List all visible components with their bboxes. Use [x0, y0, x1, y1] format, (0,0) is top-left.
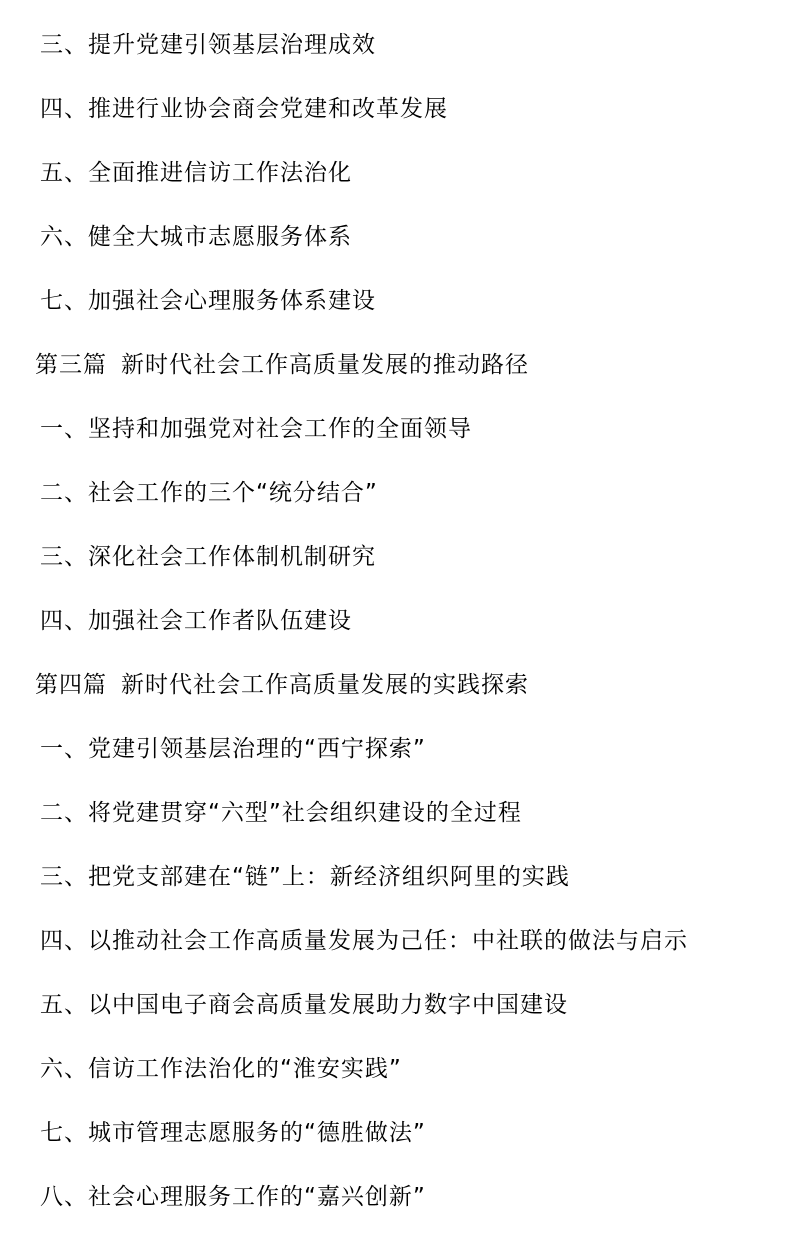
part-label: 第四篇	[35, 672, 107, 698]
toc-item: 四、加强社会工作者队伍建设	[40, 608, 352, 634]
toc-item: 六、健全大城市志愿服务体系	[40, 224, 352, 250]
toc-item: 二、将党建贯穿“六型”社会组织建设的全过程	[40, 800, 522, 826]
toc-item: 四、推进行业协会商会党建和改革发展	[40, 96, 448, 122]
toc-item: 五、全面推进信访工作法治化	[40, 160, 352, 186]
toc-item: 三、把党支部建在“链”上：新经济组织阿里的实践	[40, 864, 570, 890]
part-heading	[35, 350, 529, 380]
toc-item: 三、深化社会工作体制机制研究	[40, 544, 376, 570]
toc-item: 五、以中国电子商会高质量发展助力数字中国建设	[40, 992, 568, 1018]
toc-item: 二、社会工作的三个“统分结合”	[40, 480, 378, 506]
toc-item: 一、党建引领基层治理的“西宁探索”	[40, 736, 426, 762]
part-heading	[35, 670, 529, 700]
part-title: 新时代社会工作高质量发展的推动路径	[121, 352, 529, 378]
part-label: 第三篇	[35, 352, 107, 378]
part-title: 新时代社会工作高质量发展的实践探索	[121, 672, 529, 698]
toc-item: 八、社会心理服务工作的“嘉兴创新”	[40, 1184, 426, 1210]
toc-item: 三、提升党建引领基层治理成效	[40, 32, 376, 58]
toc-item: 四、以推动社会工作高质量发展为己任：中社联的做法与启示	[40, 928, 688, 954]
toc-item: 六、信访工作法治化的“淮安实践”	[40, 1056, 402, 1082]
toc-item: 一、坚持和加强党对社会工作的全面领导	[40, 416, 472, 442]
toc-item: 七、加强社会心理服务体系建设	[40, 288, 376, 314]
toc-item: 七、城市管理志愿服务的“德胜做法”	[40, 1120, 426, 1146]
